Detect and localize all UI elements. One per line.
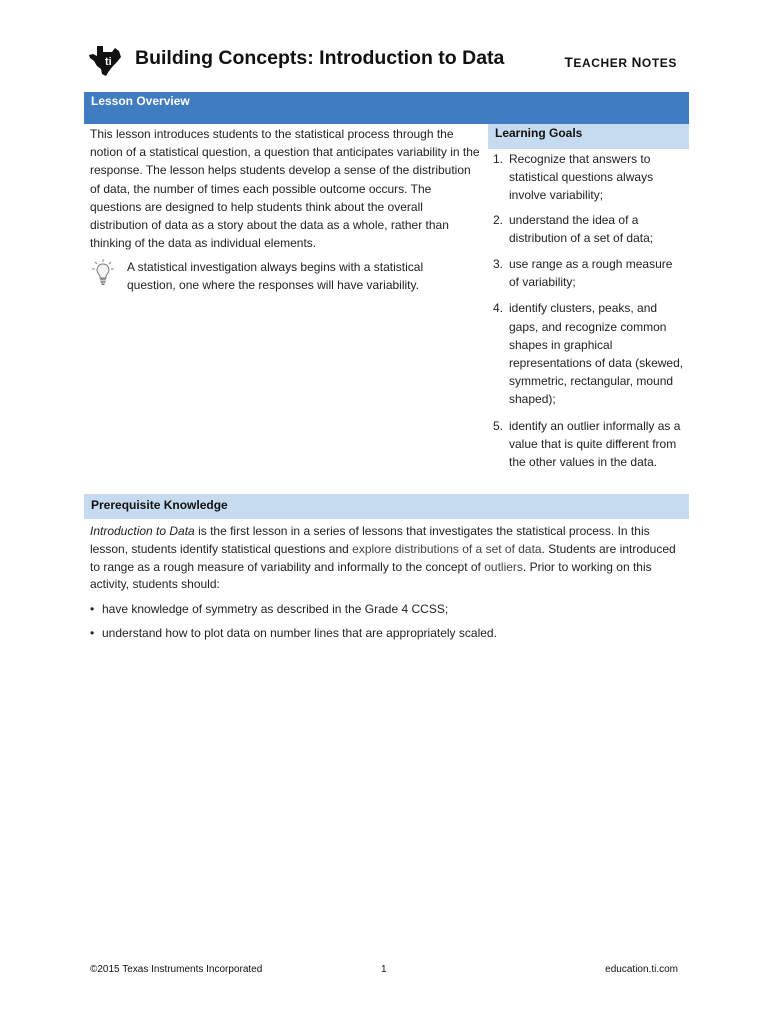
lesson-overview-paragraph: This lesson introduces students to the statistical process through the notion of a statistical question, a question that anticipates variability in the response. The lesson helps students develop a sense of the distribution of data, the number of times each possible outcome occurs. The questions are designed to help students think about the overall distribution of data as a story about the data as a whole, rather than thinking of the data as individual elements. <box>90 127 480 251</box>
page-number: 1 <box>381 964 387 975</box>
footer-copyright: ©2015 Texas Instruments Incorporated <box>90 964 263 975</box>
learning-goals-heading: Learning Goals <box>495 126 583 140</box>
lesson-overview-heading: Lesson Overview <box>91 94 190 108</box>
list-item: 3. use range as a rough measure of variability; <box>493 257 673 290</box>
list-item: • have knowledge of symmetry as described in the Grade 4 CCSS; <box>90 602 449 617</box>
list-item: 2. understand the idea of a distribution of a set of data; <box>493 212 654 245</box>
page-footer <box>90 964 678 980</box>
list-item: • understand how to plot data on number lines that are appropriately scaled. <box>90 626 497 641</box>
teacher-notes-label: TEACHER NOTES <box>564 55 677 70</box>
prerequisite-heading: Prerequisite Knowledge <box>91 498 228 512</box>
learning-goals-heading-bar <box>488 124 689 149</box>
prerequisite-bullets <box>90 600 685 642</box>
lightbulb-icon <box>92 258 114 286</box>
tip-text: A statistical investigation always begins with a statistical question, one where the responses will have variability. <box>127 260 424 293</box>
prerequisite-paragraph: Introduction to Data is the first lesson in a series of lessons that investigates the statistical process. In this lesson, students identify statistical questions and explore distributions of a set of data. Students are introduced to range as a rough measure of variability and informally to the concept of outliers. Prior to working on this activity, students should: <box>90 524 676 592</box>
list-item: 4. identify clusters, peaks, and gaps, and recognize common shapes in graphical representations of data (skewed, symmetric, rectangular, mound shaped); <box>493 301 684 407</box>
list-item: 1. Recognize that answers to statistical questions always involve variability; <box>493 152 654 203</box>
lesson-overview-heading-bar <box>84 92 689 124</box>
prerequisite-content <box>90 523 685 648</box>
ti-texas-logo-icon <box>88 44 122 78</box>
list-item: 5. identify an outlier informally as a value that is quite different from the other values in the data. <box>493 418 681 470</box>
svg-text:ti: ti <box>105 56 112 68</box>
learning-goals-list <box>493 150 685 471</box>
page-title: Building Concepts: Introduction to Data <box>135 47 505 69</box>
prerequisite-heading-bar <box>84 494 689 519</box>
page-header <box>88 44 688 80</box>
footer-site: education.ti.com <box>605 964 678 975</box>
lesson-overview-content <box>90 125 480 293</box>
